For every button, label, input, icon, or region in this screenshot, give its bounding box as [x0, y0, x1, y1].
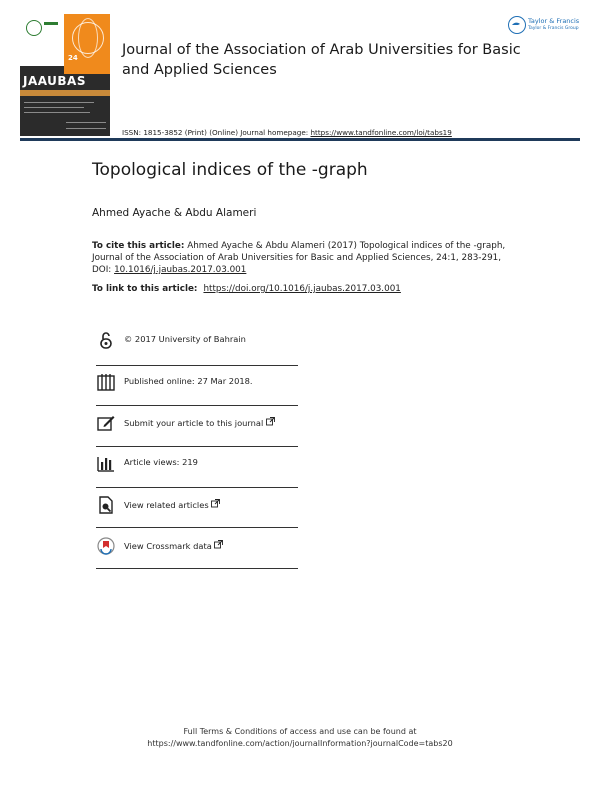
publisher-logo[interactable] — [508, 16, 584, 36]
cover-text-line — [24, 112, 90, 113]
bar-chart-icon — [96, 453, 116, 473]
related-articles-link[interactable] — [124, 499, 220, 510]
citation-doi-link[interactable]: 10.1016/j.jaubas.2017.03.001 — [114, 265, 247, 275]
footer-terms-link[interactable]: https://www.tandfonline.com/action/journalInformation?journalCode=tabs20 — [147, 739, 453, 748]
cover-band — [20, 90, 110, 96]
cover-issue-number: 24 — [68, 54, 78, 62]
journal-homepage-link[interactable]: https://www.tandfonline.com/loi/tabs19 — [310, 128, 452, 137]
article-authors: Ahmed Ayache & Abdu Alameri — [92, 207, 257, 219]
copyright-row — [96, 322, 298, 358]
footer — [0, 726, 600, 750]
publisher-subname: Taylor & Francis Group — [528, 26, 579, 31]
footer-terms-text: Full Terms & Conditions of access and use can be found at — [183, 727, 417, 736]
published-date: Published online: 27 Mar 2018. — [124, 376, 253, 386]
open-access-icon — [96, 330, 116, 350]
crossmark-text: View Crossmark data — [124, 541, 212, 551]
publisher-logo-icon — [508, 16, 526, 34]
atom-orbit-graphic — [78, 18, 98, 58]
cover-text-line — [24, 102, 94, 103]
document-search-icon — [96, 495, 116, 515]
article-doi-link[interactable]: https://doi.org/10.1016/j.jaubas.2017.03.001 — [203, 284, 401, 294]
related-articles-text: View related articles — [124, 500, 209, 510]
issn-line — [122, 128, 452, 137]
external-link-icon — [211, 499, 220, 508]
journal-title: Journal of the Association of Arab Universities for Basic and Applied Sciences — [122, 42, 521, 78]
citation-label: To cite this article: — [92, 241, 185, 251]
header-divider — [20, 138, 580, 141]
submit-article-link[interactable] — [124, 417, 275, 428]
article-link-label: To link to this article: — [92, 284, 198, 294]
cover-text-line — [66, 122, 106, 123]
issn-text: ISSN: 1815-3852 (Print) (Online) Journal homepage: — [122, 128, 311, 137]
submit-article-text: Submit your article to this journal — [124, 418, 264, 428]
cover-text-line — [24, 107, 84, 108]
related-articles-row[interactable] — [96, 487, 298, 523]
journal-cover-image — [20, 14, 110, 136]
cover-logo: JAAUBAS — [23, 74, 86, 88]
article-link-line — [92, 284, 401, 294]
crossmark-link[interactable] — [124, 540, 223, 551]
article-views-row — [96, 445, 298, 481]
external-link-icon — [214, 540, 223, 549]
crossmark-icon — [96, 536, 116, 556]
article-title: Topological indices of the -graph — [92, 160, 368, 180]
copyright-text: © 2017 University of Bahrain — [124, 334, 246, 344]
publisher-name: Taylor & Francis — [528, 17, 580, 25]
cover-text-line — [66, 128, 106, 129]
info-divider — [96, 568, 298, 569]
external-link-icon — [266, 417, 275, 426]
article-views-text: Article views: 219 — [124, 457, 198, 467]
edit-icon — [96, 413, 116, 433]
university-seal-icon — [26, 20, 42, 36]
citation-text: Ahmed Ayache & Abdu Alameri (2017) Topological indices of the -graph, Journal of the Association of Arab Universities for Basic and Applied Sciences, 24:1, 283-291, DOI: — [92, 241, 506, 275]
citation-block — [92, 240, 522, 276]
crossmark-row[interactable] — [96, 528, 298, 564]
published-row — [96, 364, 298, 400]
submit-article-row[interactable] — [96, 405, 298, 441]
calendar-icon — [96, 372, 116, 392]
seal-text-mark — [44, 22, 58, 25]
